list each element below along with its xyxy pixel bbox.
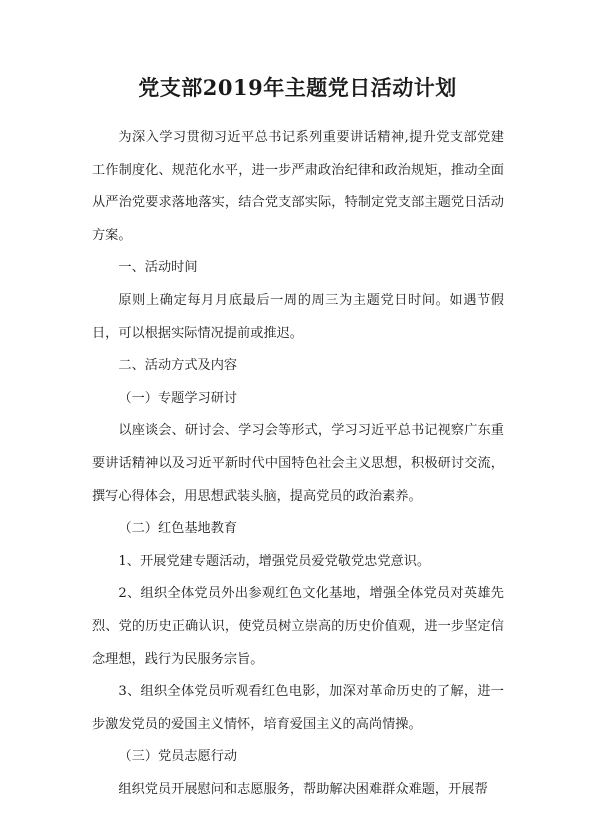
subheading-volunteer-action: （三）党员志愿行动	[118, 749, 238, 765]
document-body	[92, 122, 504, 806]
list-item: 1、开展党建专题活动，增强党员爱党敬党忠党意识。	[118, 553, 431, 569]
intro-paragraph: 为深入学习贯彻习近平总书记系列重要讲话精神,提升党支部党建工作制度化、规范化水平，进一步严肃政治纪律和政治规矩，推动全面从严治党要求落地落实，结合党支部实际，特制定党支部主题党日活动方案。	[92, 130, 504, 243]
list-item: 2、组织全体党员外出参观红色文化基地，增强全体党员对英雄先烈、党的历史正确认识，使党员树立崇高的历史价值观，进一步坚定信念理想，践行为民服务宗旨。	[92, 586, 504, 667]
document-title: 党支部2019年主题党日活动计划	[138, 75, 457, 100]
subheading-red-base-education: （二）红色基地教育	[118, 521, 238, 537]
section-heading-activity-content: 二、活动方式及内容	[118, 358, 238, 374]
subheading-study-seminar: （一）专题学习研讨	[118, 390, 238, 406]
activity-time-paragraph: 原则上确定每月月底最后一周的周三为主题党日时间。如遇节假日，可以根据实际情况提前或推迟。	[92, 292, 504, 341]
volunteer-paragraph: 组织党员开展慰问和志愿服务，帮助解决困难群众难题，开展帮	[118, 781, 488, 797]
study-seminar-paragraph: 以座谈会、研讨会、学习会等形式，学习习近平总书记视察广东重要讲话精神以及习近平新时代中国特色社会主义思想，积极研讨交流，撰写心得体会，用思想武装头脑，提高党员的政治素养。	[92, 423, 504, 504]
section-heading-activity-time: 一、活动时间	[118, 260, 198, 276]
list-item: 3、组织全体党员听观看红色电影，加深对革命历史的了解，进一步激发党员的爱国主义情怀，培育爱国主义的高尚情操。	[92, 684, 504, 732]
